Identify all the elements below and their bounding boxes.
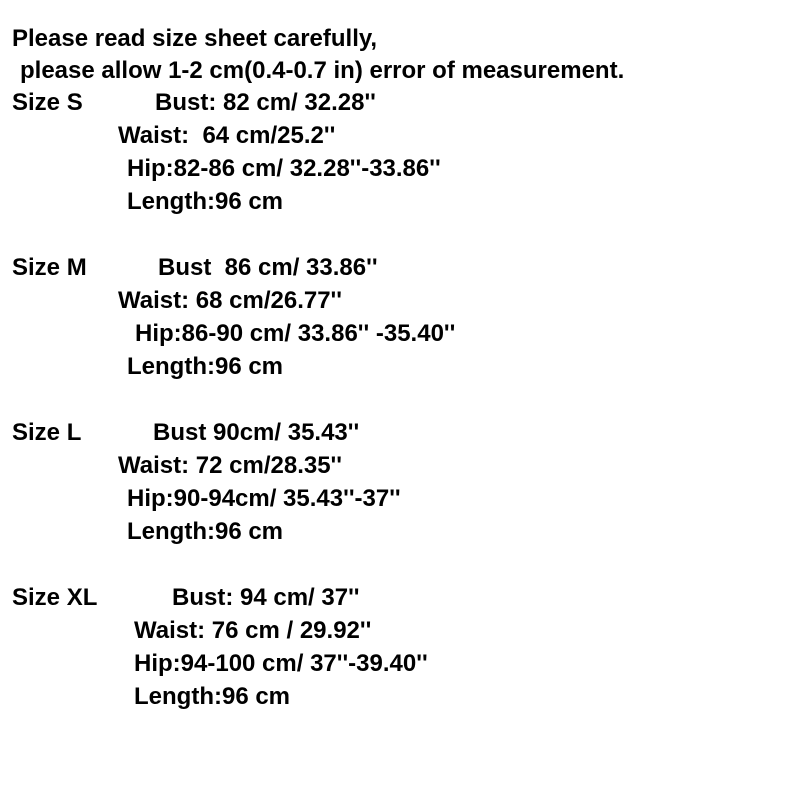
length-measurement: Length:96 cm: [127, 353, 284, 380]
size-label: Size XL: [12, 584, 98, 611]
hip-measurement: Hip:90-94cm/ 35.43''-37'': [127, 485, 401, 512]
bust-measurement: Bust 86 cm/ 33.86'': [158, 254, 378, 281]
hip-measurement: Hip:94-100 cm/ 37''-39.40'': [134, 650, 428, 677]
hip-measurement: Hip:86-90 cm/ 33.86'' -35.40'': [135, 320, 456, 347]
notice-line-1: Please read size sheet carefully,: [12, 25, 378, 52]
size-label: Size M: [12, 254, 87, 281]
notice-line-2: please allow 1-2 cm(0.4-0.7 in) error of measurement.: [20, 57, 625, 84]
waist-measurement: Waist: 76 cm / 29.92'': [134, 617, 372, 644]
length-measurement: Length:96 cm: [134, 683, 291, 710]
length-measurement: Length:96 cm: [127, 188, 284, 215]
length-measurement: Length:96 cm: [127, 518, 284, 545]
bust-measurement: Bust 90cm/ 35.43'': [153, 419, 360, 446]
hip-measurement: Hip:82-86 cm/ 32.28''-33.86'': [127, 155, 441, 182]
waist-measurement: Waist: 72 cm/28.35'': [118, 452, 342, 479]
size-label: Size S: [12, 89, 83, 116]
waist-measurement: Waist: 68 cm/26.77'': [118, 287, 342, 314]
size-label: Size L: [12, 419, 82, 446]
bust-measurement: Bust: 82 cm/ 32.28'': [155, 89, 376, 116]
waist-measurement: Waist: 64 cm/25.2'': [118, 122, 336, 149]
bust-measurement: Bust: 94 cm/ 37'': [172, 584, 360, 611]
